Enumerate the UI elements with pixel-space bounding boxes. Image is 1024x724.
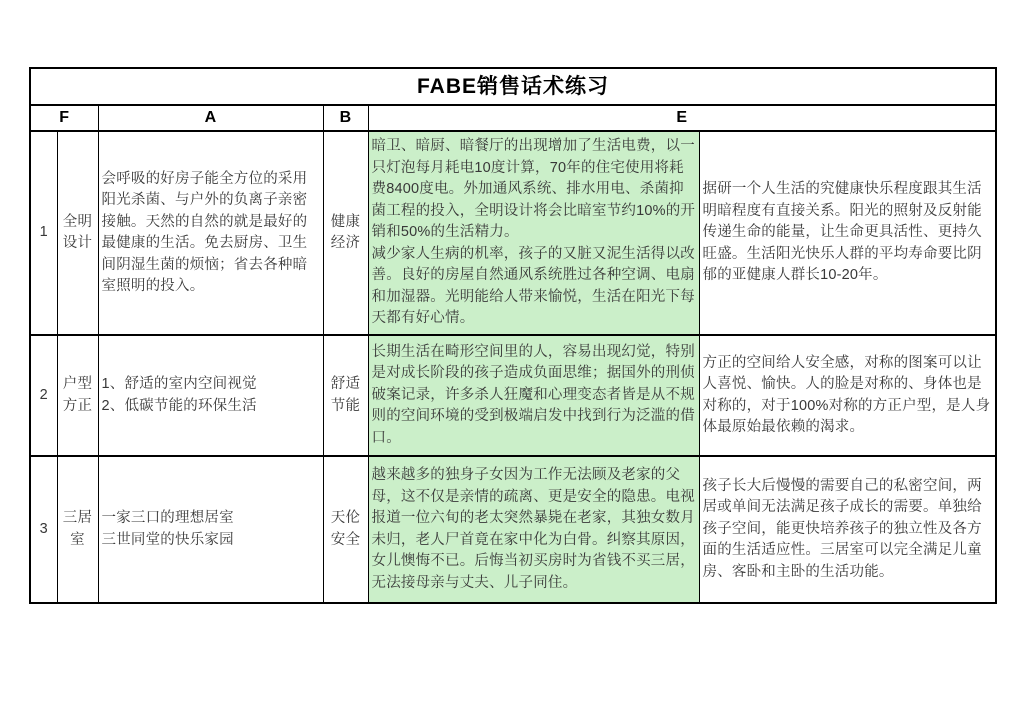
benefit-keyword-cell: 健康经济 — [323, 131, 368, 335]
evidence-text: 据研一个人生活的究健康快乐程度跟其生活明暗程度有直接关系。阳光的照射及反射能传递生命的能量，让生命更具活性、更持久旺盛。生活阳光快乐人群的平均寿命要比阴郁的亚健康人群长10-20年。 — [702, 181, 982, 284]
row-number-cell: 3 — [30, 456, 57, 603]
benefit-cell — [368, 131, 699, 335]
feature-cell: 全明设计 — [57, 131, 98, 335]
evidence-cell — [699, 335, 996, 456]
benefit-paragraph: 越来越多的独身子女因为工作无法顾及老家的父母，这不仅是亲情的疏离、更是安全的隐患。电视报道一位六旬的老太突然暴毙在老家，其独女数月未归，老人尸首竟在家中化为白骨。纠察其原因，女儿懊悔不已。后悔当初买房时为省钱不买三居，无法接母亲与丈夫、儿子同住。 — [371, 467, 695, 591]
column-header-e: E — [368, 105, 996, 131]
advantage-text: 三世同堂的快乐家园 — [101, 531, 234, 548]
advantage-text: 2、低碳节能的环保生活 — [101, 397, 257, 414]
table-row — [30, 335, 996, 456]
table-row — [30, 456, 996, 603]
row-number-cell: 2 — [30, 335, 57, 456]
benefit-cell — [368, 456, 699, 603]
feature-cell: 三居室 — [57, 456, 98, 603]
page-title: FABE销售话术练习 — [30, 68, 996, 105]
fabe-table — [29, 67, 997, 604]
title-row — [30, 68, 996, 105]
advantage-cell — [98, 335, 323, 456]
evidence-cell — [699, 456, 996, 603]
advantage-text: 会呼吸的好房子能全方位的采用阳光杀菌、与户外的负离子亲密接触。天然的自然的就是最好的最健康的生活。免去厨房、卫生间阴湿生菌的烦恼；省去各种暗室照明的投入。 — [101, 170, 308, 294]
evidence-text: 孩子长大后慢慢的需要自己的私密空间，两居或单间无法满足孩子成长的需要。单独给孩子空间，能更快培养孩子的独立性及各方面的生活适应性。三居室可以完全满足儿童房、客卧和主卧的生活功能。 — [702, 477, 982, 580]
benefit-cell — [368, 335, 699, 456]
row-number-cell: 1 — [30, 131, 57, 335]
benefit-paragraph: 暗卫、暗厨、暗餐厅的出现增加了生活电费，以一只灯泡每月耗电10度计算，70年的住宅使用将耗费8400度电。外加通风系统、排水用电、杀菌抑菌工程的投入，全明设计将会比暗室节约10%的开销和50%的生活精力。 — [371, 138, 696, 241]
column-header-row — [30, 105, 996, 131]
benefit-paragraph: 长期生活在畸形空间里的人，容易出现幻觉，特别是对成长阶段的孩子造成负面思维；据国外的刑侦破案记录，许多杀人狂魔和心理变态者皆是从不规则的空间环境的受到极端启发中找到行为泛滥的借口。 — [371, 343, 695, 446]
column-header-f: F — [30, 105, 98, 131]
advantage-cell — [98, 456, 323, 603]
advantage-cell — [98, 131, 323, 335]
benefit-keyword-cell: 舒适节能 — [323, 335, 368, 456]
advantage-text: 一家三口的理想居室 — [101, 510, 234, 526]
advantage-text: 1、舒适的室内空间视觉 — [101, 376, 257, 392]
evidence-cell — [699, 131, 996, 335]
feature-cell: 户型方正 — [57, 335, 98, 456]
worksheet-page — [29, 67, 997, 604]
benefit-paragraph: 减少家人生病的机率，孩子的又脏又泥生活得以改善。良好的房屋自然通风系统胜过各种空调、电扇和加湿器。光明能给人带来愉悦，生活在阳光下每天都有好心情。 — [371, 245, 695, 327]
column-header-b: B — [323, 105, 368, 131]
evidence-text: 方正的空间给人安全感，对称的图案可以让人喜悦、愉快。人的脸是对称的、身体也是对称的，对于100%对称的方正户型，是人身体最原始最依赖的渴求。 — [702, 354, 991, 435]
table-row — [30, 131, 996, 335]
column-header-a: A — [98, 105, 323, 131]
benefit-keyword-cell: 天伦安全 — [323, 456, 368, 603]
